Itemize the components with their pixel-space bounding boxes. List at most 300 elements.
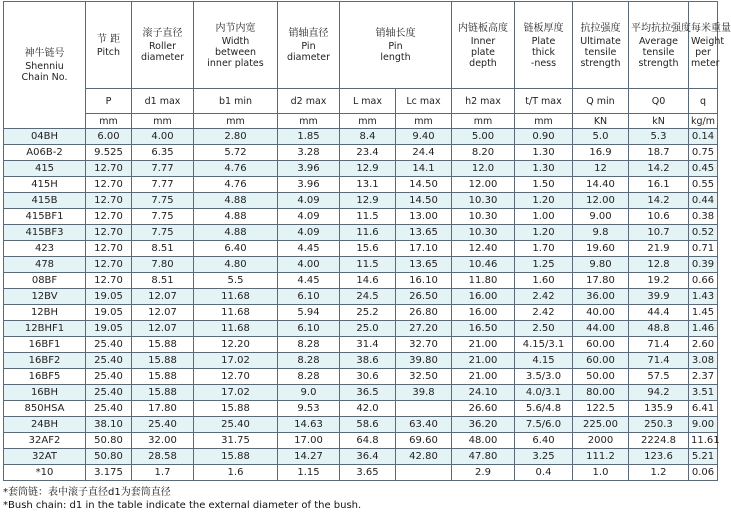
table-row: [4, 177, 718, 193]
table-cell: 39.9: [629, 289, 689, 305]
table-cell: 0.55: [689, 177, 718, 193]
table-row: [4, 145, 718, 161]
table-cell: 27.20: [396, 321, 452, 337]
table-cell: 2224.8: [629, 433, 689, 449]
table-cell: 17.80: [132, 401, 194, 417]
table-cell: 50.00: [573, 369, 629, 385]
table-cell: 18.7: [629, 145, 689, 161]
table-row: [4, 401, 718, 417]
table-cell: 1.46: [689, 321, 718, 337]
table-cell: 6.40: [515, 433, 573, 449]
table-cell: 25.40: [86, 385, 132, 401]
table-cell: 44.00: [573, 321, 629, 337]
table-cell: 36.00: [573, 289, 629, 305]
header-ultimate-strength: 抗拉强度 Ultimate tensile strength: [573, 2, 629, 89]
table-cell: 12.70: [86, 193, 132, 209]
table-cell: 25.40: [132, 417, 194, 433]
table-cell: 2.80: [194, 129, 278, 145]
table-cell: 1.00: [515, 209, 573, 225]
table-cell: 31.75: [194, 433, 278, 449]
table-cell: 21.00: [452, 369, 515, 385]
header-pin-diameter: 销轴直径 Pin diameter: [278, 2, 340, 89]
table-cell: 19.60: [573, 241, 629, 257]
chain-no-cell: 850HSA: [4, 401, 86, 417]
table-cell: 14.2: [629, 161, 689, 177]
unit-average: kN: [629, 114, 689, 129]
unit-plate-thickness: mm: [515, 114, 573, 129]
table-cell: 1.60: [515, 273, 573, 289]
footnote-zh: *套筒链：表中滚子直径d1为套筒直径: [3, 487, 171, 498]
table-cell: 15.88: [132, 369, 194, 385]
chain-no-cell: 415H: [4, 177, 86, 193]
table-cell: 12.70: [86, 161, 132, 177]
table-cell: 39.8: [396, 385, 452, 401]
table-cell: 1.20: [515, 193, 573, 209]
chain-no-cell: 423: [4, 241, 86, 257]
table-cell: 1.30: [515, 145, 573, 161]
chain-no-cell: 478: [4, 257, 86, 273]
table-cell: 13.1: [340, 177, 396, 193]
table-row: [4, 193, 718, 209]
table-cell: 19.05: [86, 321, 132, 337]
header-weight: 每米重量 Weight per meter: [689, 2, 718, 89]
table-cell: 3.175: [86, 465, 132, 481]
table-cell: [396, 465, 452, 481]
table-cell: 12.70: [194, 369, 278, 385]
chain-no-cell: 16BH: [4, 385, 86, 401]
table-cell: 5.72: [194, 145, 278, 161]
sym-weight: q: [689, 89, 718, 114]
table-cell: 10.6: [629, 209, 689, 225]
table-cell: 12.70: [86, 209, 132, 225]
unit-weight: kg/m: [689, 114, 718, 129]
table-cell: 1.0: [573, 465, 629, 481]
table-cell: 0.66: [689, 273, 718, 289]
table-cell: 0.14: [689, 129, 718, 145]
table-cell: 50.80: [86, 449, 132, 465]
chain-no-cell: 04BH: [4, 129, 86, 145]
table-cell: 42.0: [340, 401, 396, 417]
table-cell: 39.80: [396, 353, 452, 369]
table-cell: 25.40: [86, 353, 132, 369]
sym-pitch: P: [86, 89, 132, 114]
table-cell: 9.00: [573, 209, 629, 225]
table-row: [4, 161, 718, 177]
table-cell: 63.40: [396, 417, 452, 433]
table-cell: 48.00: [452, 433, 515, 449]
table-cell: 3.08: [689, 353, 718, 369]
unit-pin-lc: mm: [396, 114, 452, 129]
table-cell: 36.5: [340, 385, 396, 401]
table-cell: 94.2: [629, 385, 689, 401]
table-cell: 4.88: [194, 209, 278, 225]
table-cell: 1.7: [132, 465, 194, 481]
table-cell: 4.00: [132, 129, 194, 145]
unit-ultimate: KN: [573, 114, 629, 129]
table-cell: 10.30: [452, 193, 515, 209]
table-row: [4, 305, 718, 321]
sym-average: Q0: [629, 89, 689, 114]
sym-plate-thickness: t/T max: [515, 89, 573, 114]
table-cell: 24.10: [452, 385, 515, 401]
table-cell: 250.3: [629, 417, 689, 433]
table-cell: 15.88: [132, 337, 194, 353]
table-row: [4, 257, 718, 273]
table-cell: 17.02: [194, 385, 278, 401]
table-cell: 12.07: [132, 321, 194, 337]
table-cell: 8.28: [278, 353, 340, 369]
table-cell: 4.80: [194, 257, 278, 273]
unit-roller: mm: [132, 114, 194, 129]
table-cell: 1.25: [515, 257, 573, 273]
table-cell: 26.60: [452, 401, 515, 417]
table-cell: 5.6/4.8: [515, 401, 573, 417]
table-cell: 5.0: [573, 129, 629, 145]
table-cell: 69.60: [396, 433, 452, 449]
table-cell: 16.10: [396, 273, 452, 289]
table-cell: 3.65: [340, 465, 396, 481]
chain-no-cell: 12BHF1: [4, 321, 86, 337]
footnotes: [3, 486, 361, 512]
sym-pin-diameter: d2 max: [278, 89, 340, 114]
table-cell: 3.96: [278, 177, 340, 193]
table-cell: 5.3: [629, 129, 689, 145]
table-cell: 6.00: [86, 129, 132, 145]
table-cell: 2.50: [515, 321, 573, 337]
table-cell: 9.00: [689, 417, 718, 433]
table-cell: 15.88: [132, 385, 194, 401]
table-cell: 0.75: [689, 145, 718, 161]
table-cell: 26.50: [396, 289, 452, 305]
table-cell: 9.53: [278, 401, 340, 417]
table-cell: 5.21: [689, 449, 718, 465]
table-cell: 9.8: [573, 225, 629, 241]
chain-no-cell: 16BF5: [4, 369, 86, 385]
table-cell: 1.30: [515, 161, 573, 177]
unit-pin-diameter: mm: [278, 114, 340, 129]
table-cell: 58.6: [340, 417, 396, 433]
table-cell: 2.60: [689, 337, 718, 353]
table-cell: 14.50: [396, 177, 452, 193]
table-row: [4, 225, 718, 241]
table-cell: 13.00: [396, 209, 452, 225]
table-cell: 0.71: [689, 241, 718, 257]
unit-pitch: mm: [86, 114, 132, 129]
table-cell: 11.5: [340, 209, 396, 225]
table-cell: 23.4: [340, 145, 396, 161]
chain-no-cell: 415B: [4, 193, 86, 209]
table-cell: 4.88: [194, 193, 278, 209]
table-cell: 17.10: [396, 241, 452, 257]
table-cell: 0.4: [515, 465, 573, 481]
table-cell: 10.46: [452, 257, 515, 273]
table-cell: 15.88: [132, 353, 194, 369]
table-row: [4, 465, 718, 481]
table-cell: 3.28: [278, 145, 340, 161]
table-cell: 111.2: [573, 449, 629, 465]
table-cell: 3.96: [278, 161, 340, 177]
chain-no-cell: 24BH: [4, 417, 86, 433]
symbol-row: [4, 89, 718, 114]
unit-pin-l: mm: [340, 114, 396, 129]
unit-plate-depth: mm: [452, 114, 515, 129]
table-cell: 16.00: [452, 289, 515, 305]
table-cell: 11.68: [194, 321, 278, 337]
table-row: [4, 273, 718, 289]
chain-no-cell: 16BF2: [4, 353, 86, 369]
table-cell: 1.70: [515, 241, 573, 257]
table-cell: 42.80: [396, 449, 452, 465]
table-row: [4, 433, 718, 449]
chain-spec-table: [3, 1, 731, 481]
table-row: [4, 209, 718, 225]
table-cell: 4.15/3.1: [515, 337, 573, 353]
table-cell: 36.20: [452, 417, 515, 433]
table-cell: 12.40: [452, 241, 515, 257]
table-cell: 15.6: [340, 241, 396, 257]
table-cell: 1.43: [689, 289, 718, 305]
sym-ultimate: Q min: [573, 89, 629, 114]
table-cell: 8.4: [340, 129, 396, 145]
table-cell: 21.9: [629, 241, 689, 257]
table-cell: 0.44: [689, 193, 718, 209]
table-cell: 8.51: [132, 241, 194, 257]
table-cell: 12.70: [86, 225, 132, 241]
table-cell: 12.70: [86, 177, 132, 193]
table-cell: 7.75: [132, 209, 194, 225]
table-cell: 3.51: [689, 385, 718, 401]
table-cell: 7.5/6.0: [515, 417, 573, 433]
table-cell: 8.20: [452, 145, 515, 161]
table-cell: [396, 401, 452, 417]
table-cell: 4.00: [278, 257, 340, 273]
table-cell: 57.5: [629, 369, 689, 385]
table-cell: 11.6: [340, 225, 396, 241]
table-cell: 0.52: [689, 225, 718, 241]
table-cell: 1.85: [278, 129, 340, 145]
table-cell: 0.90: [515, 129, 573, 145]
table-cell: 60.00: [573, 353, 629, 369]
table-cell: 32.00: [132, 433, 194, 449]
table-row: [4, 449, 718, 465]
table-cell: 12.9: [340, 161, 396, 177]
header-pitch: 节 距 Pitch: [86, 2, 132, 89]
table-cell: 14.6: [340, 273, 396, 289]
table-cell: 44.4: [629, 305, 689, 321]
table-cell: 2.42: [515, 289, 573, 305]
table-cell: 8.51: [132, 273, 194, 289]
chain-no-cell: 415: [4, 161, 86, 177]
table-row: [4, 385, 718, 401]
table-cell: 7.77: [132, 161, 194, 177]
table-cell: 4.09: [278, 193, 340, 209]
chain-no-cell: 12BH: [4, 305, 86, 321]
header-plate-depth: 内链板高度 Inner plate depth: [452, 2, 515, 89]
table-cell: 4.15: [515, 353, 573, 369]
table-cell: 14.63: [278, 417, 340, 433]
table-cell: 5.00: [452, 129, 515, 145]
table-cell: 9.525: [86, 145, 132, 161]
table-cell: 225.00: [573, 417, 629, 433]
table-cell: 9.0: [278, 385, 340, 401]
table-cell: 25.40: [86, 401, 132, 417]
table-cell: 1.2: [629, 465, 689, 481]
table-cell: 12.70: [86, 241, 132, 257]
table-cell: 6.41: [689, 401, 718, 417]
table-cell: 4.09: [278, 209, 340, 225]
table-row: [4, 417, 718, 433]
table-cell: 11.61: [689, 433, 718, 449]
table-cell: 9.40: [396, 129, 452, 145]
table-cell: 10.30: [452, 225, 515, 241]
table-cell: 6.35: [132, 145, 194, 161]
table-cell: 14.1: [396, 161, 452, 177]
table-cell: 17.80: [573, 273, 629, 289]
table-cell: 16.9: [573, 145, 629, 161]
table-cell: 4.76: [194, 161, 278, 177]
table-row: [4, 241, 718, 257]
sym-pin-lc: Lc max: [396, 89, 452, 114]
table-cell: 4.0/3.1: [515, 385, 573, 401]
chain-no-cell: 12BV: [4, 289, 86, 305]
chain-no-cell: 08BF: [4, 273, 86, 289]
table-cell: 4.76: [194, 177, 278, 193]
table-cell: 71.4: [629, 337, 689, 353]
table-cell: 12.70: [86, 257, 132, 273]
header-roller-diameter: 滚子直径 Roller diameter: [132, 2, 194, 89]
table-cell: 25.40: [86, 369, 132, 385]
table-cell: 26.80: [396, 305, 452, 321]
table-cell: 24.5: [340, 289, 396, 305]
table-cell: 0.45: [689, 161, 718, 177]
table-cell: 36.4: [340, 449, 396, 465]
table-cell: 25.40: [194, 417, 278, 433]
table-cell: 2.42: [515, 305, 573, 321]
table-cell: 25.0: [340, 321, 396, 337]
table-cell: 19.05: [86, 289, 132, 305]
chain-no-cell: 415BF3: [4, 225, 86, 241]
table-cell: 12.8: [629, 257, 689, 273]
table-cell: 4.45: [278, 273, 340, 289]
table-cell: 17.00: [278, 433, 340, 449]
table-row: [4, 337, 718, 353]
sym-plate-depth: h2 max: [452, 89, 515, 114]
footnote-en: *Bush chain: d1 in the table indicate the external diameter of the bush.: [3, 500, 362, 511]
table-cell: 30.6: [340, 369, 396, 385]
sym-roller: d1 max: [132, 89, 194, 114]
table-cell: 10.7: [629, 225, 689, 241]
chain-no-cell: 32AF2: [4, 433, 86, 449]
table-cell: 12.00: [452, 177, 515, 193]
table-cell: 14.40: [573, 177, 629, 193]
table-cell: 25.40: [86, 337, 132, 353]
table-cell: 2.37: [689, 369, 718, 385]
table-cell: 7.75: [132, 225, 194, 241]
unit-row: [4, 114, 718, 129]
table-row: [4, 129, 718, 145]
table-cell: 16.50: [452, 321, 515, 337]
table-cell: 1.45: [689, 305, 718, 321]
table-cell: 0.38: [689, 209, 718, 225]
table-cell: 2000: [573, 433, 629, 449]
table-row: [4, 289, 718, 305]
header-pin-length: 销轴长度 Pin length: [340, 2, 452, 89]
table-cell: 123.6: [629, 449, 689, 465]
table-cell: 31.4: [340, 337, 396, 353]
table-cell: 11.80: [452, 273, 515, 289]
table-cell: 28.58: [132, 449, 194, 465]
table-cell: 12.20: [194, 337, 278, 353]
table-cell: 19.05: [86, 305, 132, 321]
table-cell: 11.68: [194, 289, 278, 305]
table-cell: 11.5: [340, 257, 396, 273]
table-cell: 32.70: [396, 337, 452, 353]
table-cell: 40.00: [573, 305, 629, 321]
table-cell: 60.00: [573, 337, 629, 353]
chain-no-cell: 32AT: [4, 449, 86, 465]
table-cell: 12.0: [452, 161, 515, 177]
chain-no-cell: 16BF1: [4, 337, 86, 353]
table-cell: 50.80: [86, 433, 132, 449]
table-cell: 1.6: [194, 465, 278, 481]
table-cell: 8.28: [278, 369, 340, 385]
table-cell: 4.45: [278, 241, 340, 257]
table-cell: 21.00: [452, 353, 515, 369]
table-cell: 71.4: [629, 353, 689, 369]
sym-pin-l: L max: [340, 89, 396, 114]
table-cell: 9.80: [573, 257, 629, 273]
table-cell: 24.4: [396, 145, 452, 161]
table-cell: 19.2: [629, 273, 689, 289]
table-cell: 0.39: [689, 257, 718, 273]
table-cell: 12.07: [132, 305, 194, 321]
table-cell: 14.50: [396, 193, 452, 209]
table-cell: 8.28: [278, 337, 340, 353]
sym-inner-width: b1 min: [194, 89, 278, 114]
header-row: [4, 2, 718, 89]
table-cell: 4.88: [194, 225, 278, 241]
table-row: [4, 321, 718, 337]
table-cell: 14.2: [629, 193, 689, 209]
header-inner-width: 内节内宽 Width between inner plates: [194, 2, 278, 89]
table-cell: 17.02: [194, 353, 278, 369]
chain-no-cell: 415BF1: [4, 209, 86, 225]
table-cell: 5.5: [194, 273, 278, 289]
table-cell: 1.50: [515, 177, 573, 193]
table-cell: 15.88: [194, 401, 278, 417]
table-cell: 12.07: [132, 289, 194, 305]
table-cell: 3.25: [515, 449, 573, 465]
table-cell: 13.65: [396, 225, 452, 241]
table-cell: 25.2: [340, 305, 396, 321]
table-cell: 38.6: [340, 353, 396, 369]
table-cell: 6.10: [278, 289, 340, 305]
table-cell: 1.15: [278, 465, 340, 481]
chain-no-cell: *10: [4, 465, 86, 481]
table-cell: 38.10: [86, 417, 132, 433]
header-plate-thickness: 链板厚度 Plate thick -ness: [515, 2, 573, 89]
table-cell: 11.68: [194, 305, 278, 321]
table-cell: 16.1: [629, 177, 689, 193]
table-cell: 12.9: [340, 193, 396, 209]
table-cell: 4.09: [278, 225, 340, 241]
table-cell: 7.75: [132, 193, 194, 209]
table-cell: 80.00: [573, 385, 629, 401]
table-cell: 6.10: [278, 321, 340, 337]
table-cell: 48.8: [629, 321, 689, 337]
table-cell: 15.88: [194, 449, 278, 465]
table-cell: 32.50: [396, 369, 452, 385]
